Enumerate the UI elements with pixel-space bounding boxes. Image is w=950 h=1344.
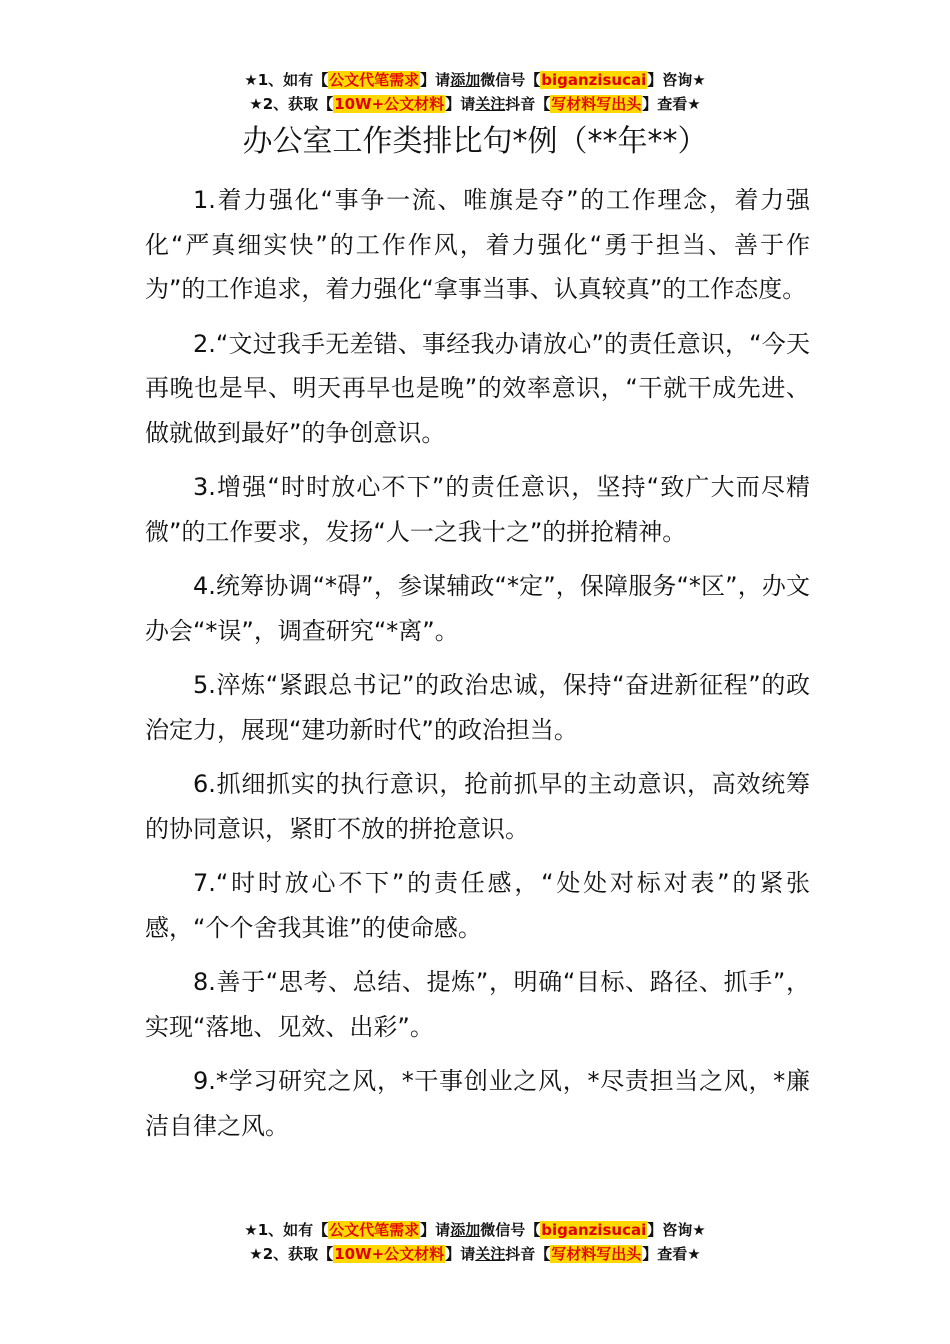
banner-text: 】查看★ [642,95,701,113]
paragraph: 2.“文过我手无差错、事经我办请放心”的责任意识，“今天再晚也是早、明天再早也是晚”的效率意识，“干就干成先进、做就做到最好”的争创意识。 [145,329,810,447]
banner-underline: 添加 [450,71,481,89]
banner-text: 】咨询★ [647,71,706,89]
banner-line-1 [0,1218,950,1242]
banner-line-1 [0,68,950,92]
banner-highlight: 写材料写出头 [551,1245,642,1263]
paragraph: 4.统筹协调“*碍”，参谋辅政“*定”，保障服务“*区”，办文办会“*误”，调查研究“*离”。 [145,572,810,645]
banner-text: 抖音【 [505,1245,551,1263]
paragraph: 9.*学习研究之风，*干事创业之风，*尽责担当之风，*廉洁自律之风。 [145,1067,810,1140]
banner-text: 微信号【 [480,1221,541,1239]
paragraph: 3.增强“时时放心不下”的责任意识，坚持“致广大而尽精微”的工作要求，发扬“人一之我十之”的拼抢精神。 [145,473,810,546]
document-title: 办公室工作类排比句*例（**年**） [242,124,708,159]
banner-line-2 [0,92,950,116]
banner-text: 】查看★ [642,1245,701,1263]
banner-highlight: 公文代笔需求 [329,1221,420,1239]
paragraph: 1.着力强化“事争一流、唯旗是夺”的工作理念，着力强化“严真细实快”的工作作风，着力强化“勇于担当、善于作为”的工作追求，着力强化“拿事当事、认真较真”的工作态度。 [145,186,810,303]
banner-text: 】请 [420,1221,451,1239]
banner-line-2 [0,1242,950,1266]
banner-text: ★1、如有【 [244,1221,329,1239]
header-banner [0,68,950,116]
paragraph: 8.善于“思考、总结、提炼”，明确“目标、路径、抓手”，实现“落地、见效、出彩”。 [145,968,810,1041]
banner-highlight: biganzisucai [541,71,647,89]
banner-highlight: 10W+公文材料 [334,95,445,113]
banner-highlight: biganzisucai [541,1221,647,1239]
banner-highlight: 写材料写出头 [551,95,642,113]
banner-text: ★2、获取【 [249,1245,334,1263]
paragraph: 7.“时时放心不下”的责任感，“处处对标对表”的紧张感，“个个舍我其谁”的使命感。 [145,869,810,942]
banner-text: 】请 [445,1245,476,1263]
banner-text: ★2、获取【 [249,95,334,113]
banner-text: 】请 [420,71,451,89]
banner-text: 】请 [445,95,476,113]
banner-highlight: 10W+公文材料 [334,1245,445,1263]
banner-text: 抖音【 [505,95,551,113]
footer-banner [0,1218,950,1266]
paragraph: 6.抓细抓实的执行意识，抢前抓早的主动意识，高效统筹的协同意识，紧盯不放的拼抢意识。 [145,770,810,843]
banner-underline: 添加 [450,1221,481,1239]
banner-text: ★1、如有【 [244,71,329,89]
banner-highlight: 公文代笔需求 [329,71,420,89]
banner-text: 微信号【 [480,71,541,89]
document-body [145,178,810,1158]
banner-underline: 关注 [475,95,506,113]
banner-underline: 关注 [475,1245,506,1263]
banner-text: 】咨询★ [647,1221,706,1239]
paragraph: 5.淬炼“紧跟总书记”的政治忠诚，保持“奋进新征程”的政治定力，展现“建功新时代”的政治担当。 [145,671,810,744]
